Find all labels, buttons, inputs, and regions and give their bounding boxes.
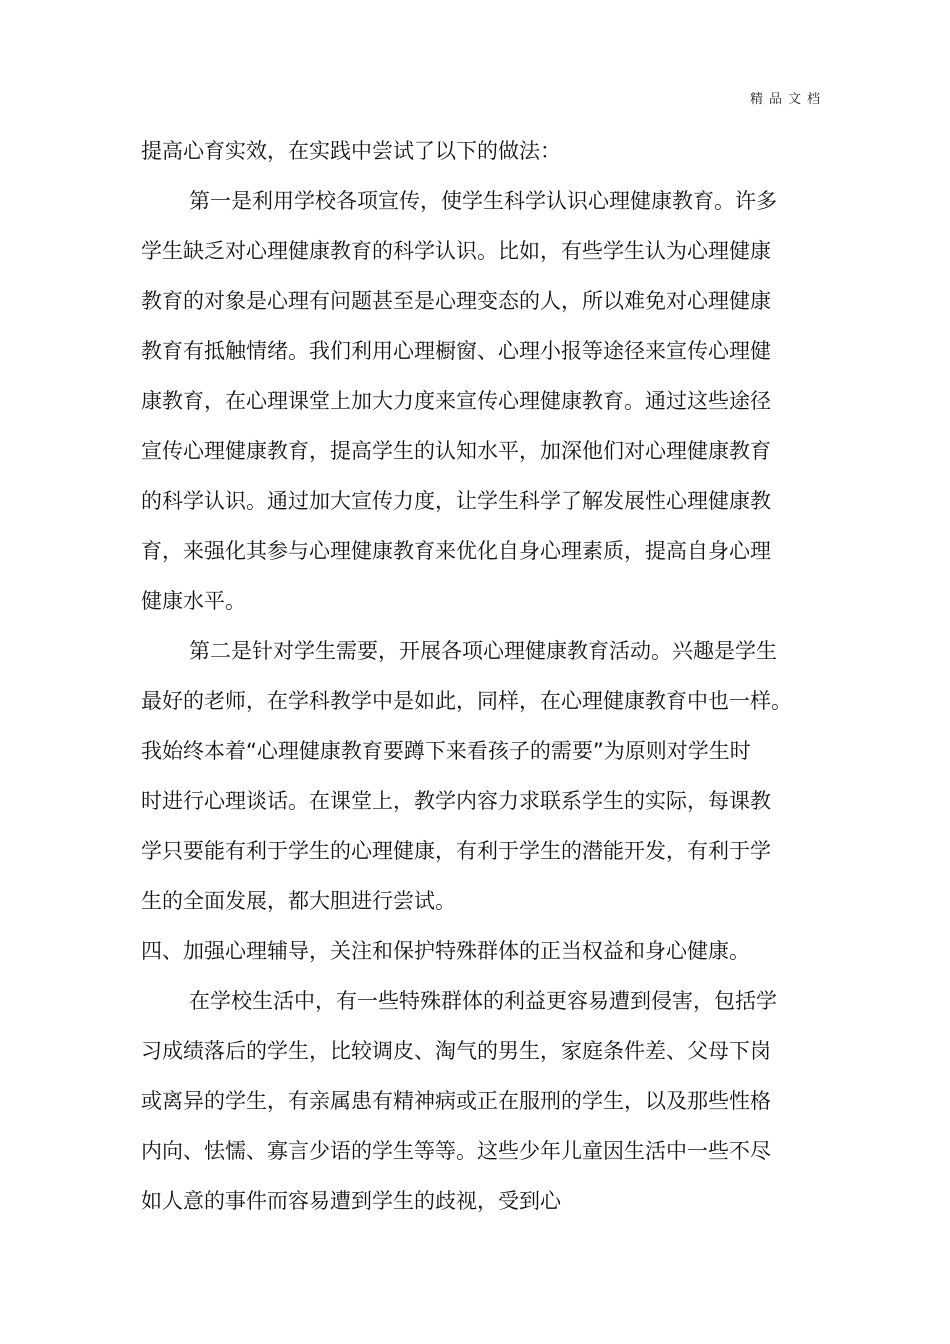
text-line-5: 教育有抵触情绪。我们利用心理橱窗、心理小报等途径来宣传心理健 xyxy=(141,339,771,363)
text-line-16: 生的全面发展，都大胆进行尝试。 xyxy=(141,889,456,913)
text-line-8: 的科学认识。通过加大宣传力度，让学生科学了解发展性心理健康教 xyxy=(141,489,771,513)
text-line-15: 学只要能有利于学生的心理健康，有利于学生的潜能开发，有利于学 xyxy=(141,839,771,863)
page-header: 精品文档 xyxy=(749,92,826,107)
text-line-22: 如人意的事件而容易遭到学生的歧视，受到心 xyxy=(141,1189,561,1213)
text-line-6: 康教育，在心理课堂上加大力度来宣传心理健康教育。通过这些途径 xyxy=(141,389,771,413)
text-line-3: 学生缺乏对心理健康教育的科学认识。比如，有些学生认为心理健康 xyxy=(141,239,771,263)
text-line-21: 内向、怯懦、寡言少语的学生等等。这些少年儿童因生活中一些不尽 xyxy=(141,1139,771,1163)
text-line-4: 教育的对象是心理有问题甚至是心理变态的人，所以难免对心理健康 xyxy=(141,289,771,313)
text-line-9: 育，来强化其参与心理健康教育来优化自身心理素质，提高自身心理 xyxy=(141,539,771,563)
text-line-19: 习成绩落后的学生，比较调皮、淘气的男生，家庭条件差、父母下岗 xyxy=(141,1039,771,1063)
text-line-11: 第二是针对学生需要，开展各项心理健康教育活动。兴趣是学生 xyxy=(189,639,777,663)
text-line-10: 健康水平。 xyxy=(141,589,246,613)
text-line-14: 时进行心理谈话。在课堂上，教学内容力求联系学生的实际，每课教 xyxy=(141,789,771,813)
text-line-13: 我始终本着“心理健康教育要蹲下来看孩子的需要”为原则对学生时 xyxy=(141,739,751,763)
text-line-2: 第一是利用学校各项宣传，使学生科学认识心理健康教育。许多 xyxy=(189,189,777,213)
text-line-18: 在学校生活中，有一些特殊群体的利益更容易遭到侵害，包括学 xyxy=(189,989,777,1013)
text-line-20: 或离异的学生，有亲属患有精神病或正在服刑的学生，以及那些性格 xyxy=(141,1089,771,1113)
text-line-7: 宣传心理健康教育，提高学生的认知水平，加深他们对心理健康教育 xyxy=(141,439,771,463)
text-line-1: 提高心育实效，在实践中尝试了以下的做法： xyxy=(141,139,561,163)
section-heading: 四、加强心理辅导，关注和保护特殊群体的正当权益和身心健康。 xyxy=(141,939,750,963)
text-line-12: 最好的老师，在学科教学中是如此，同样，在心理健康教育中也一样。 xyxy=(141,689,792,713)
